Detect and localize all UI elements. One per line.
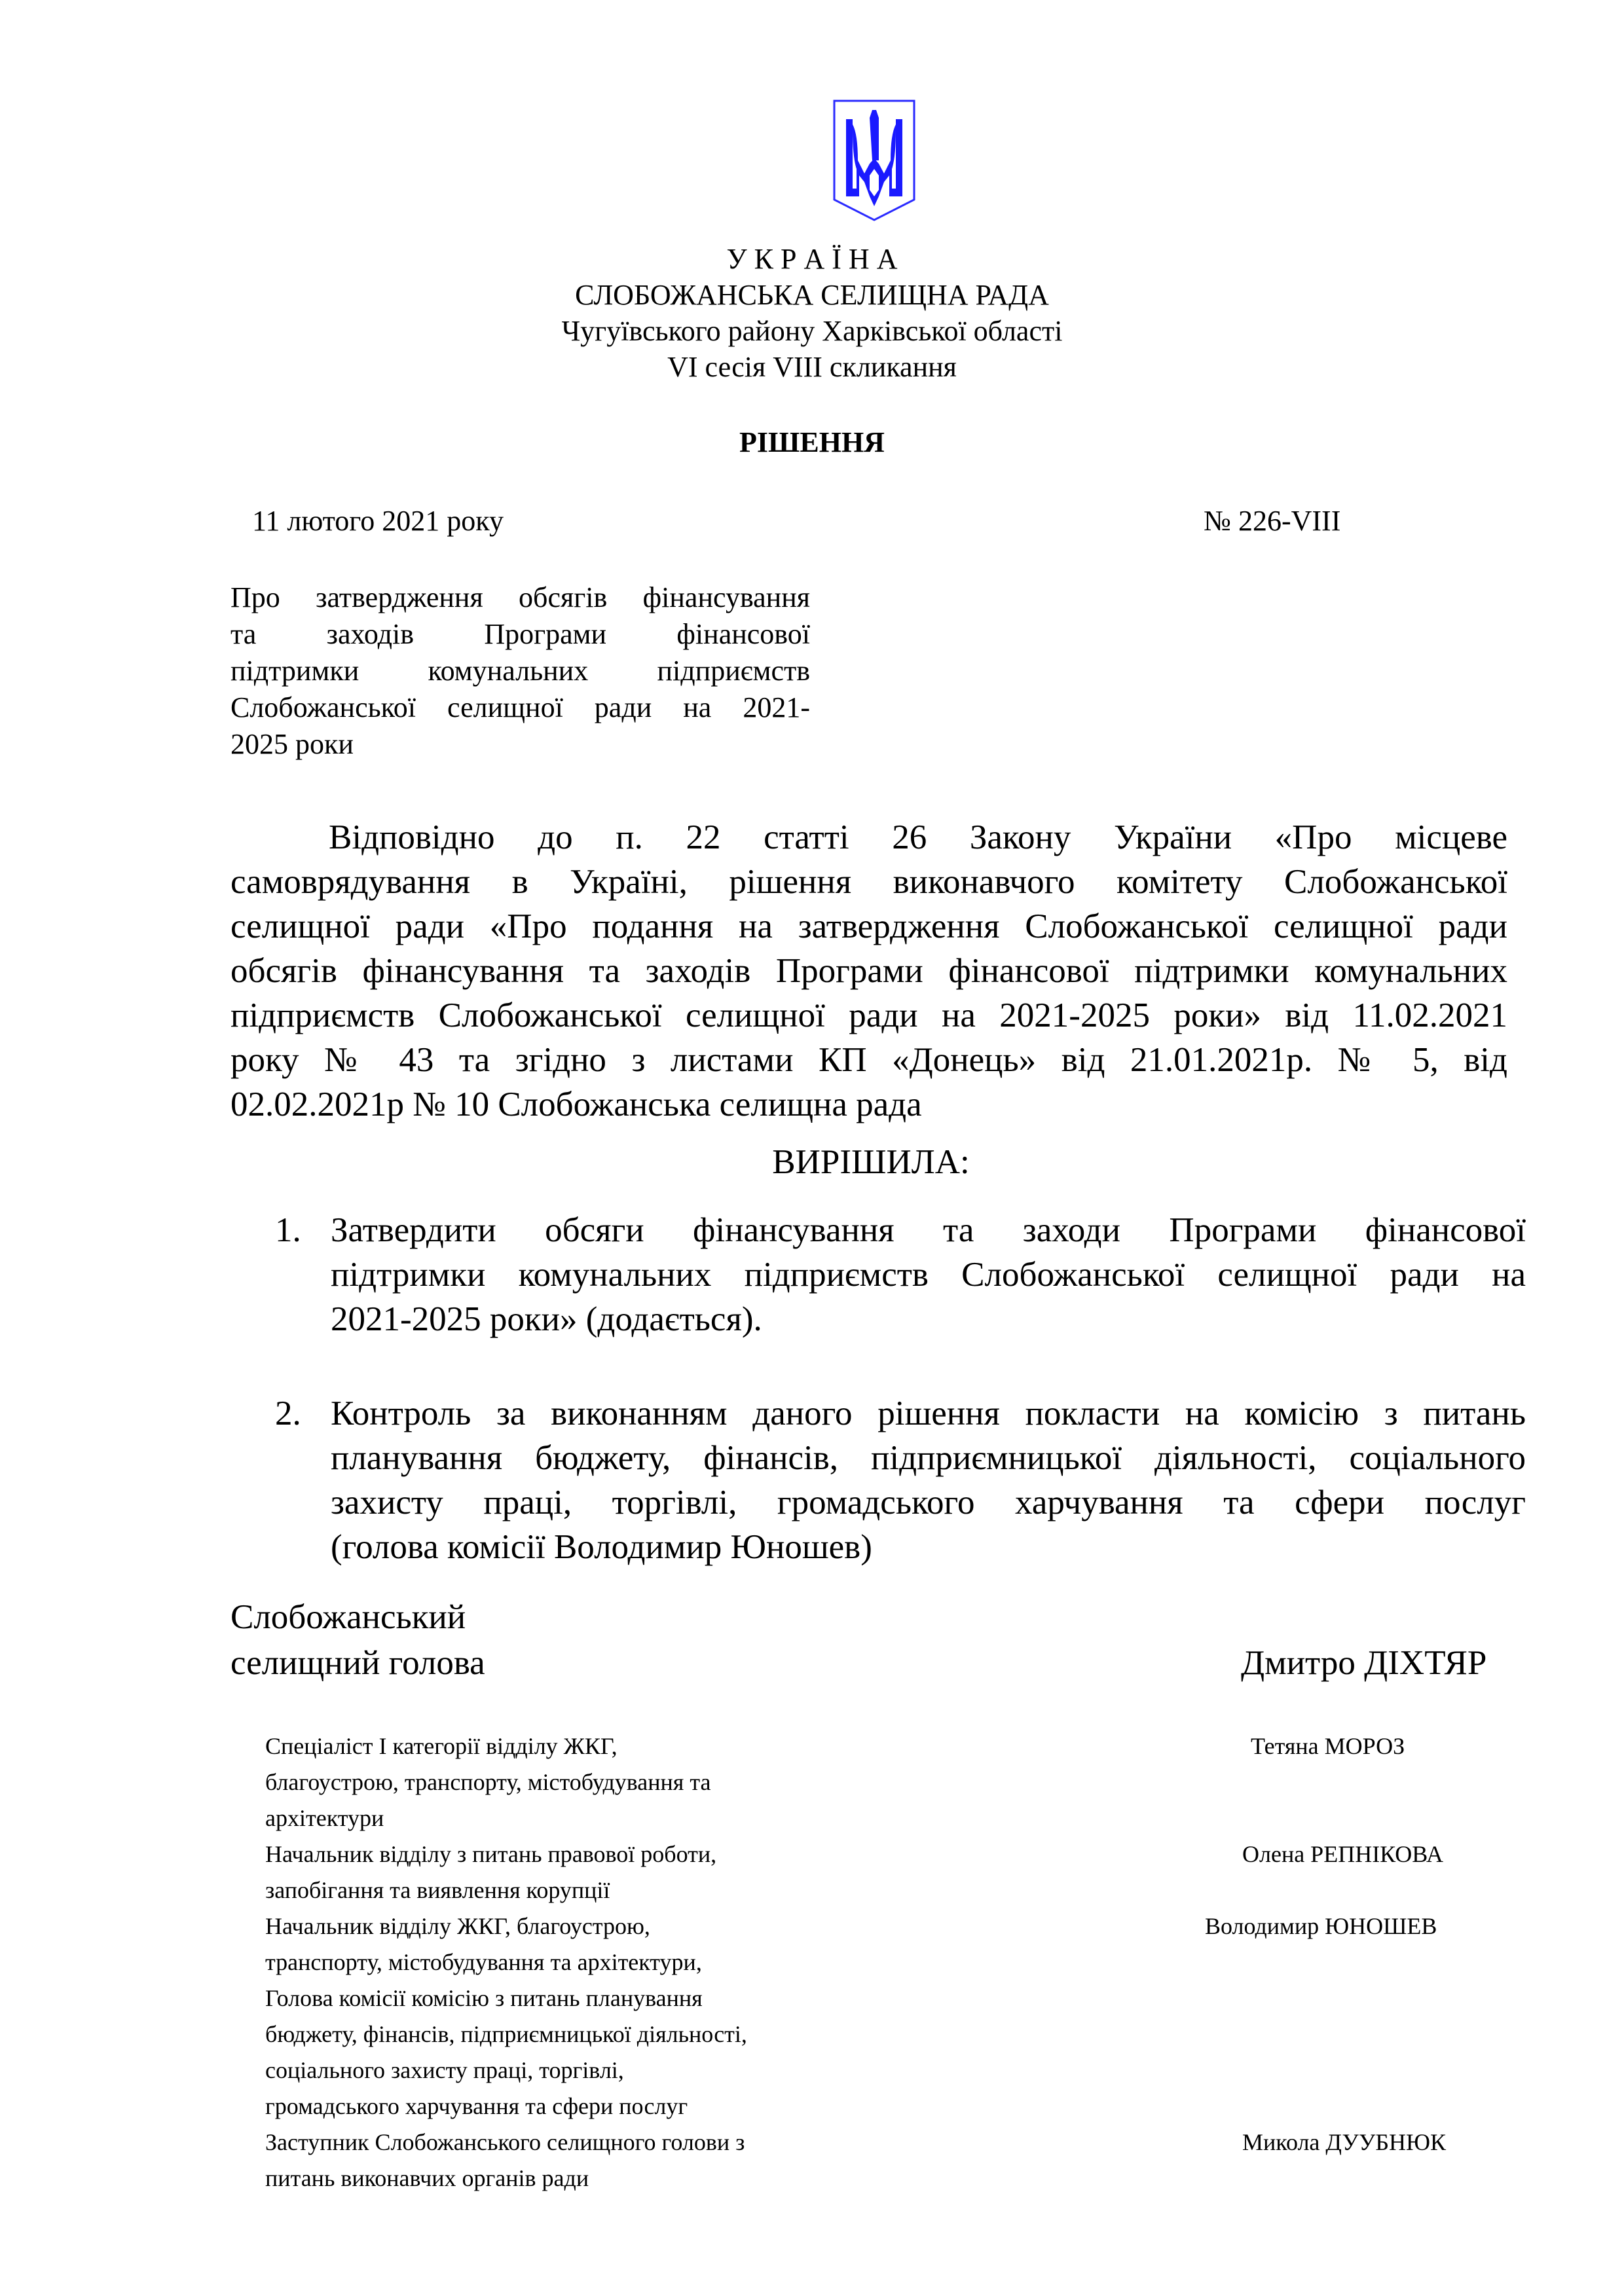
preamble-line: року № 43 та згідно з листами КП «Донець» від 21.01.2021р. № 5, від (231, 1041, 1507, 1079)
approver-name: Олена РЕПНІКОВА (1242, 1841, 1444, 1867)
approver-name: Тетяна МОРОЗ (1251, 1733, 1405, 1759)
signatory-name: Дмитро ДІХТЯР (1241, 1644, 1487, 1682)
preamble-line: Відповідно до п. 22 статті 26 Закону України «Про місцеве (329, 818, 1507, 856)
item-number: 2. (275, 1394, 301, 1432)
approval-row (265, 2124, 1509, 2196)
approver-position-line: Начальник відділу ЖКГ, благоустрою, (265, 1913, 650, 1939)
preamble-line: підприємств Слобожанської селищної ради на 2021-2025 роки» від 11.02.2021 (231, 996, 1507, 1034)
preamble-line: селищної ради «Про подання на затвердження Слобожанської селищної ради (231, 907, 1507, 945)
document-subject (231, 579, 810, 763)
approver-position-line: громадського харчування та сфери послуг (265, 2093, 688, 2119)
approver-name: Микола ДУУБНЮК (1242, 2129, 1447, 2155)
subject-line: 2025 роки (231, 728, 354, 760)
signatory-position: селищний голова (231, 1644, 485, 1682)
subject-line: Слобожанської селищної ради на 2021- (231, 691, 810, 723)
approver-position-line: архітектури (265, 1805, 384, 1831)
approver-position-line: Заступник Слобожанського селищного голови з (265, 2129, 745, 2155)
preamble-line: самоврядування в Україні, рішення виконавчого комітету Слобожанської (231, 863, 1507, 901)
subject-line: Про затвердження обсягів фінансування (231, 581, 810, 613)
item-line: Затвердити обсяги фінансування та заходи Програми фінансової (331, 1211, 1526, 1249)
document-title: РІШЕННЯ (739, 426, 885, 458)
subject-line: та заходів Програми фінансової (231, 618, 810, 650)
signatory-position: Слобожанський (231, 1598, 466, 1636)
preamble-line: обсягів фінансування та заходів Програми фінансової підтримки комунальних (231, 952, 1507, 990)
document-date: 11 лютого 2021 року (252, 505, 504, 537)
item-line: захисту праці, торгівлі, громадського харчування та сфери послуг (331, 1484, 1526, 1522)
approver-position-line: запобігання та виявлення корупції (265, 1877, 610, 1903)
district-heading: Чугуївського району Харківської області (561, 315, 1063, 347)
item-line: планування бюджету, фінансів, підприємницької діяльності, соціального (331, 1439, 1526, 1477)
preamble-line: 02.02.2021р № 10 Слобожанська селищна рада (231, 1085, 922, 1123)
approver-name: Володимир ЮНОШЕВ (1205, 1913, 1437, 1939)
item-line: 2021-2025 роки» (додається). (331, 1300, 762, 1338)
council-heading: СЛОБОЖАНСЬКА СЕЛИЩНА РАДА (575, 279, 1049, 311)
approval-row (265, 1836, 1509, 1908)
approver-position-line: Начальник відділу з питань правової роботи, (265, 1841, 717, 1867)
country-heading: У К Р А Ї Н А (726, 243, 898, 275)
preamble-paragraph (231, 815, 1507, 1127)
approver-position-line: соціального захисту праці, торгівлі, (265, 2057, 624, 2083)
document-number: № 226-VIII (1204, 505, 1341, 537)
item-line: (голова комісії Володимир Юношев) (331, 1528, 872, 1566)
session-heading: VI сесія VIII скликання (667, 351, 957, 383)
approver-position-line: бюджету, фінансів, підприємницької діяльності, (265, 2021, 747, 2047)
approver-position-line: благоустрою, транспорту, містобудування та (265, 1769, 711, 1795)
item-line: Контроль за виконанням даного рішення покласти на комісію з питань (331, 1394, 1526, 1432)
ukraine-trident-emblem-icon (832, 98, 917, 223)
approvals-block (265, 1728, 1509, 2196)
resolved-heading: ВИРІШИЛА: (772, 1143, 970, 1181)
approver-position-line: Голова комісії комісію з питань планування (265, 1985, 703, 2011)
item-number: 1. (275, 1211, 301, 1249)
approver-position-line: транспорту, містобудування та архітектури, (265, 1949, 702, 1975)
approver-position-line: Спеціаліст І категорії відділу ЖКГ, (265, 1733, 618, 1759)
approval-row (265, 1908, 1509, 2124)
approval-row (265, 1728, 1509, 1836)
approver-position-line: питань виконавчих органів ради (265, 2165, 589, 2191)
subject-line: підтримки комунальних підприємств (231, 655, 810, 687)
item-line: підтримки комунальних підприємств Слобожанської селищної ради на (331, 1256, 1526, 1294)
